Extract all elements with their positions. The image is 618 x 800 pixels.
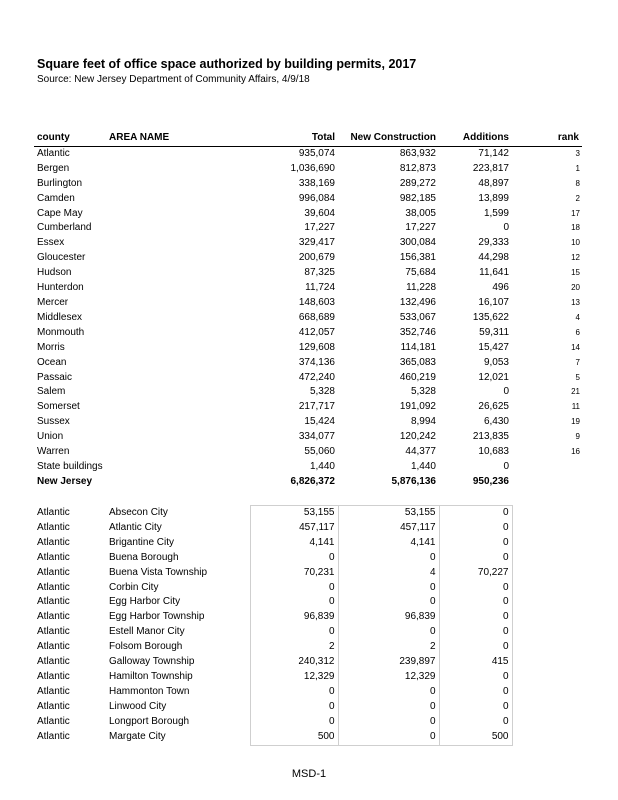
- new-construction-cell: 2: [338, 640, 439, 655]
- municipality-row: [34, 730, 512, 745]
- new-construction-cell: 156,381: [399, 252, 436, 264]
- additions-cell: 496: [492, 282, 509, 294]
- municipality-row: [34, 670, 512, 685]
- area-name: Egg Harbor City: [109, 596, 181, 608]
- rank-cell: 7: [575, 357, 580, 367]
- municipality-row: [34, 581, 512, 596]
- total-cell: 15,424: [304, 416, 335, 428]
- county-name: Morris: [37, 341, 65, 353]
- additions-cell: 48,897: [478, 177, 509, 189]
- county-row: [34, 371, 582, 386]
- rank-cell: 14: [571, 342, 580, 352]
- total-cell: 334,077: [298, 431, 335, 443]
- new-construction-cell: 120,242: [399, 431, 436, 443]
- total-cell: 1,036,690: [290, 162, 335, 174]
- total-cell: 457,117: [250, 521, 338, 536]
- municipality-row: [34, 715, 512, 730]
- rank-cell: 15: [571, 268, 580, 278]
- area-name: Longport Borough: [109, 715, 190, 727]
- new-construction-cell: 533,067: [399, 311, 436, 323]
- area-name: Hammonton Town: [109, 685, 190, 697]
- total-cell: 129,608: [298, 341, 335, 353]
- total-cell: 0: [250, 551, 338, 566]
- county-row: [34, 192, 582, 207]
- new-construction-cell: 289,272: [399, 177, 436, 189]
- county-name: Atlantic: [37, 611, 70, 623]
- county-row: [34, 385, 582, 400]
- municipality-row: [34, 640, 512, 655]
- county-row: [34, 177, 582, 192]
- area-name-cell: [106, 415, 281, 430]
- county-name: Somerset: [37, 401, 80, 413]
- total-cell: 39,604: [304, 207, 335, 219]
- rank-cell: 4: [575, 312, 580, 322]
- area-name-cell: [106, 192, 281, 207]
- area-name-cell: [106, 296, 281, 311]
- county-row: [34, 266, 582, 281]
- rank-cell: 21: [571, 387, 580, 397]
- new-construction-cell: 5,328: [410, 386, 436, 398]
- additions-cell: 135,622: [472, 311, 509, 323]
- county-name: Atlantic: [37, 730, 70, 742]
- new-construction-cell: 365,083: [399, 356, 436, 368]
- municipality-row: [34, 625, 512, 640]
- total-cell: 4,141: [250, 536, 338, 551]
- header-additions: Additions: [439, 131, 512, 146]
- new-construction-cell: 982,185: [399, 192, 436, 204]
- additions-cell: 11,641: [479, 267, 509, 279]
- county-name: Atlantic: [37, 506, 70, 518]
- rank-cell: 17: [571, 208, 580, 218]
- additions-cell: 1,599: [483, 207, 509, 219]
- header-row: [34, 131, 582, 146]
- area-name: Galloway Township: [109, 656, 195, 668]
- area-name-cell: [106, 341, 281, 356]
- county-name: Atlantic: [37, 596, 70, 608]
- header-area-name: AREA NAME: [106, 131, 281, 146]
- new-construction-cell: 0: [338, 700, 439, 715]
- area-name: Buena Borough: [109, 551, 179, 563]
- total-cell: 500: [250, 730, 338, 745]
- county-name: Salem: [37, 386, 66, 398]
- additions-cell: 0: [439, 581, 512, 596]
- new-construction-cell: 8,994: [410, 416, 436, 428]
- county-name: Atlantic: [37, 147, 70, 159]
- total-cell: 217,717: [298, 401, 335, 413]
- new-construction-cell: 0: [338, 551, 439, 566]
- county-name: Atlantic: [37, 700, 70, 712]
- rank-cell: 16: [571, 447, 580, 457]
- total-cell: 55,060: [304, 446, 335, 458]
- area-name-cell: [106, 430, 281, 445]
- new-construction-cell: 460,219: [399, 371, 436, 383]
- new-construction-cell: 11,228: [406, 282, 436, 294]
- additions-cell: 0: [439, 610, 512, 625]
- total-cell: 148,603: [298, 296, 335, 308]
- additions-cell: 0: [439, 625, 512, 640]
- municipality-row: [34, 551, 512, 566]
- additions-cell: 71,142: [478, 147, 509, 159]
- county-summary-table: [34, 131, 582, 490]
- state-additions-cell: 950,236: [472, 475, 509, 487]
- municipality-row: [34, 595, 512, 610]
- area-name-cell: [106, 445, 281, 460]
- county-row: [34, 221, 582, 236]
- area-name-cell: [106, 475, 281, 490]
- new-construction-cell: 863,932: [399, 147, 436, 159]
- new-construction-cell: 96,839: [338, 610, 439, 625]
- total-cell: 70,231: [250, 566, 338, 581]
- total-cell: 1,440: [309, 460, 335, 472]
- additions-cell: 0: [439, 670, 512, 685]
- county-row: [34, 356, 582, 371]
- area-name-cell: [106, 281, 281, 296]
- county-name: Atlantic: [37, 566, 70, 578]
- rank-cell: 11: [571, 402, 580, 412]
- new-construction-cell: 239,897: [338, 655, 439, 670]
- additions-cell: 0: [503, 222, 509, 234]
- page-footer: MSD-1: [291, 768, 327, 780]
- total-cell: 0: [250, 700, 338, 715]
- area-name: Absecon City: [109, 506, 168, 518]
- municipality-row: [34, 655, 512, 670]
- county-name: Union: [37, 431, 64, 443]
- area-name: Atlantic City: [109, 521, 162, 533]
- new-construction-cell: 191,092: [399, 401, 436, 413]
- rank-cell: 3: [575, 148, 580, 158]
- additions-cell: 0: [503, 386, 509, 398]
- new-construction-cell: 17,227: [405, 222, 436, 234]
- county-row: [34, 415, 582, 430]
- county-name: Atlantic: [37, 536, 70, 548]
- county-name: State buildings: [37, 460, 103, 472]
- rank-cell: 10: [571, 238, 580, 248]
- municipality-table: [34, 505, 513, 746]
- area-name-cell: [106, 356, 281, 371]
- area-name-cell: [106, 460, 281, 475]
- total-cell: 412,057: [298, 326, 335, 338]
- county-name: Ocean: [37, 356, 67, 368]
- additions-cell: 0: [439, 700, 512, 715]
- area-name-cell: [106, 221, 281, 236]
- new-construction-cell: 300,084: [399, 237, 436, 249]
- additions-cell: 0: [439, 506, 512, 521]
- total-cell: 200,679: [298, 252, 335, 264]
- area-name-cell: [106, 162, 281, 177]
- total-cell: 0: [250, 625, 338, 640]
- area-name: Estell Manor City: [109, 626, 185, 638]
- total-cell: 338,169: [298, 177, 335, 189]
- area-name-cell: [106, 146, 281, 161]
- new-construction-cell: 812,873: [399, 162, 436, 174]
- additions-cell: 0: [503, 460, 509, 472]
- total-cell: 0: [250, 581, 338, 596]
- additions-cell: 0: [439, 551, 512, 566]
- area-name: Corbin City: [109, 581, 159, 593]
- municipality-rows: [34, 506, 512, 746]
- rank-cell: 20: [571, 283, 580, 293]
- county-name: Cape May: [37, 207, 83, 219]
- county-name: Hunterdon: [37, 282, 84, 294]
- area-name: Margate City: [109, 730, 166, 742]
- county-row: [34, 445, 582, 460]
- county-name: Atlantic: [37, 656, 70, 668]
- additions-cell: 213,835: [472, 431, 509, 443]
- additions-cell: 0: [439, 640, 512, 655]
- rank-cell: 2: [575, 193, 580, 203]
- new-construction-cell: 0: [338, 715, 439, 730]
- area-name: Folsom Borough: [109, 641, 183, 653]
- new-construction-cell: 0: [338, 685, 439, 700]
- area-name-cell: [106, 371, 281, 386]
- additions-cell: 0: [439, 536, 512, 551]
- rank-cell: 1: [575, 163, 580, 173]
- area-name: Linwood City: [109, 700, 167, 712]
- county-name: Middlesex: [37, 311, 83, 323]
- area-name-cell: [106, 266, 281, 281]
- county-row: [34, 146, 582, 161]
- county-name: Mercer: [37, 296, 69, 308]
- additions-cell: 9,053: [483, 356, 509, 368]
- county-name: Monmouth: [37, 326, 85, 338]
- municipality-row: [34, 566, 512, 581]
- area-name: Brigantine City: [109, 536, 175, 548]
- new-construction-cell: 53,155: [338, 506, 439, 521]
- additions-cell: 44,298: [478, 252, 509, 264]
- rank-cell: 13: [571, 297, 580, 307]
- additions-cell: 6,430: [483, 416, 509, 428]
- area-name-cell: [106, 326, 281, 341]
- county-name: Passaic: [37, 371, 73, 383]
- county-row: [34, 460, 582, 475]
- additions-cell: 16,107: [478, 296, 509, 308]
- additions-cell: 500: [439, 730, 512, 745]
- state-total-row: [34, 475, 582, 490]
- county-name: Atlantic: [37, 521, 70, 533]
- county-name: Gloucester: [37, 252, 86, 264]
- county-name: Atlantic: [37, 641, 70, 653]
- state-name: New Jersey: [37, 475, 93, 487]
- county-row: [34, 281, 582, 296]
- county-row: [34, 251, 582, 266]
- county-row: [34, 341, 582, 356]
- rank-cell: 18: [571, 223, 580, 233]
- municipality-row: [34, 521, 512, 536]
- county-row: [34, 162, 582, 177]
- additions-cell: 15,427: [478, 341, 509, 353]
- total-cell: 5,328: [309, 386, 335, 398]
- area-name-cell: [106, 385, 281, 400]
- additions-cell: 223,817: [472, 162, 509, 174]
- additions-cell: 12,021: [478, 371, 509, 383]
- rank-cell: [512, 475, 582, 490]
- area-name-cell: [106, 236, 281, 251]
- municipality-row: [34, 700, 512, 715]
- additions-cell: 29,333: [478, 237, 509, 249]
- county-name: Atlantic: [37, 715, 70, 727]
- total-cell: 96,839: [250, 610, 338, 625]
- total-cell: 329,417: [298, 237, 335, 249]
- rank-cell: 5: [575, 372, 580, 382]
- total-cell: 472,240: [298, 371, 335, 383]
- additions-cell: 26,625: [478, 401, 509, 413]
- new-construction-cell: 0: [338, 730, 439, 745]
- additions-cell: 70,227: [439, 566, 512, 581]
- new-construction-cell: 1,440: [410, 460, 436, 472]
- county-name: Bergen: [37, 162, 70, 174]
- additions-cell: 13,899: [478, 192, 509, 204]
- municipality-row: [34, 506, 512, 521]
- additions-cell: 0: [439, 521, 512, 536]
- header-county: county: [34, 131, 106, 146]
- new-construction-cell: 4,141: [338, 536, 439, 551]
- header-total: Total: [281, 131, 338, 146]
- county-name: Essex: [37, 237, 65, 249]
- total-cell: 935,074: [298, 147, 335, 159]
- additions-cell: 0: [439, 595, 512, 610]
- new-construction-cell: 75,684: [405, 267, 436, 279]
- new-construction-cell: 12,329: [338, 670, 439, 685]
- total-cell: 12,329: [250, 670, 338, 685]
- total-cell: 374,136: [298, 356, 335, 368]
- area-name-cell: [106, 400, 281, 415]
- county-name: Warren: [37, 446, 70, 458]
- county-row: [34, 430, 582, 445]
- area-name: Buena Vista Township: [109, 566, 208, 578]
- new-construction-cell: 44,377: [405, 446, 436, 458]
- county-name: Cumberland: [37, 222, 92, 234]
- county-name: Burlington: [37, 177, 83, 189]
- header-new-construction: New Construction: [338, 131, 439, 146]
- total-cell: 996,084: [298, 192, 335, 204]
- county-name: Atlantic: [37, 581, 70, 593]
- area-name-cell: [106, 251, 281, 266]
- new-construction-cell: 38,005: [405, 207, 436, 219]
- new-construction-cell: 4: [338, 566, 439, 581]
- county-rows: [34, 146, 582, 489]
- page-title: Square feet of office space authorized by building permits, 2017: [37, 57, 417, 71]
- area-name-cell: [106, 311, 281, 326]
- additions-cell: 0: [439, 685, 512, 700]
- total-cell: 0: [250, 715, 338, 730]
- area-name-cell: [106, 207, 281, 222]
- area-name: Hamilton Township: [109, 670, 193, 682]
- new-construction-cell: 132,496: [399, 296, 436, 308]
- new-construction-cell: 352,746: [399, 326, 436, 338]
- additions-cell: 415: [439, 655, 512, 670]
- municipality-row: [34, 610, 512, 625]
- municipality-row: [34, 536, 512, 551]
- rank-cell: 9: [575, 432, 580, 442]
- additions-cell: 59,311: [479, 326, 509, 338]
- municipality-row: [34, 685, 512, 700]
- source-note: Source: New Jersey Department of Community Affairs, 4/9/18: [37, 74, 310, 85]
- header-rank: rank: [512, 131, 582, 146]
- total-cell: 668,689: [298, 311, 335, 323]
- total-cell: 53,155: [250, 506, 338, 521]
- new-construction-cell: 457,117: [338, 521, 439, 536]
- county-row: [34, 296, 582, 311]
- county-name: Hudson: [37, 267, 72, 279]
- total-cell: 2: [250, 640, 338, 655]
- area-name: Egg Harbor Township: [109, 611, 205, 623]
- county-row: [34, 236, 582, 251]
- rank-cell: 6: [575, 327, 580, 337]
- total-cell: 0: [250, 595, 338, 610]
- county-row: [34, 400, 582, 415]
- total-cell: 240,312: [250, 655, 338, 670]
- county-name: Camden: [37, 192, 75, 204]
- rank-cell: [512, 460, 582, 475]
- county-row: [34, 326, 582, 341]
- new-construction-cell: 0: [338, 581, 439, 596]
- county-name: Atlantic: [37, 670, 70, 682]
- county-row: [34, 207, 582, 222]
- total-cell: 17,227: [304, 222, 335, 234]
- area-name-cell: [106, 177, 281, 192]
- county-name: Atlantic: [37, 685, 70, 697]
- rank-cell: 8: [575, 178, 580, 188]
- rank-cell: 12: [571, 253, 580, 263]
- state-total-cell: 6,826,372: [290, 475, 335, 487]
- county-name: Sussex: [37, 416, 70, 428]
- additions-cell: 10,683: [478, 446, 509, 458]
- new-construction-cell: 114,181: [400, 341, 436, 353]
- total-cell: 0: [250, 685, 338, 700]
- new-construction-cell: 0: [338, 625, 439, 640]
- state-new-construction-cell: 5,876,136: [391, 475, 436, 487]
- total-cell: 11,724: [305, 282, 335, 294]
- county-name: Atlantic: [37, 626, 70, 638]
- total-cell: 87,325: [304, 267, 335, 279]
- county-row: [34, 311, 582, 326]
- additions-cell: 0: [439, 715, 512, 730]
- county-name: Atlantic: [37, 551, 70, 563]
- new-construction-cell: 0: [338, 595, 439, 610]
- rank-cell: 19: [571, 417, 580, 427]
